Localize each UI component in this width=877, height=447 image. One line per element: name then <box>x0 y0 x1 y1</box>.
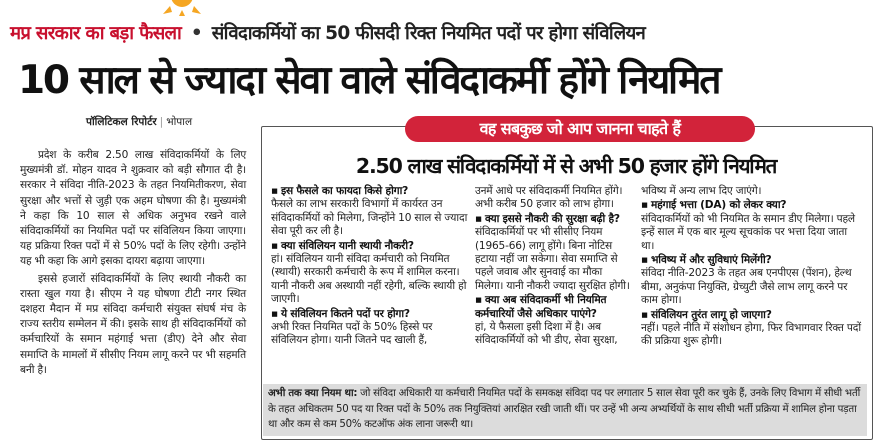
qa-question: ▪ महंगाई भत्ता (DA) को लेकर क्या? <box>641 199 863 212</box>
qa-question: ▪ इस फैसले का फायदा किसे होगा? <box>271 185 469 198</box>
qa-answer: हां, ये फैसला इसी दिशा में है। अब संविदाकर्मियों को भी डीए, सेवा सुरक्षा, <box>475 321 618 347</box>
qa-answer: फैसले का लाभ सरकारी विभागों में कार्यरत उन संविदाकर्मियों को मिलेगा, जिन्होंने 10 साल से ज्यादा सेवा पूरी कर ली है। <box>271 198 468 238</box>
qa-question: ▪ क्या अब संविदाकर्मी भी नियमित कर्मचारियों जैसे अधिकार पाएंगे? <box>475 294 633 321</box>
qa-question: ▪ क्या इससे नौकरी की सुरक्षा बढ़ी है? <box>475 213 633 226</box>
qa-column-1 <box>271 185 469 349</box>
qa-answer: अभी रिक्त नियमित पदों के 50% हिस्से पर संविलियन होगा। यानी जितने पद खाली हैं, <box>271 321 433 347</box>
kicker-bullet: • <box>190 23 203 44</box>
kicker-highlight: मप्र सरकार का बड़ा फैसला <box>10 23 182 44</box>
qa-answer: हां। संविलियन यानी संविदा कर्मचारी को नियमित (स्थायी) सरकारी कर्मचारी के रूप में शामिल करना। यानी नौकरी अब अस्थायी नहीं रहेगी, बल्कि स्थायी हो जाएगी। <box>271 253 467 306</box>
article-paragraph: प्रदेश के करीब 2.50 लाख संविदाकर्मियों के लिए मुख्यमंत्री डॉ. मोहन यादव ने शुक्रवार को बड़ी सौगात दी है। सरकार ने संविदा नीति-2023 के तहत नियमितीकरण, सेवा सुरक्षा और भत्तों से जुड़ी एक अहम घोषणा की है। मुख्यमंत्री ने कहा कि 10 साल से अधिक अनुभव रखने वाले संविदाकर्मियों का नियमित पदों पर संविलियन किया जाएगा। यह प्रक्रिया रिक्त पदों में से 50% पदों के लिए रहेगी। उन्होंने यह भी कहा कि आगे इसका दायरा बढ़ाया जाएगा। <box>20 149 246 268</box>
qa-question: ▪ संविलियन तुरंत लागू हो जाएगा? <box>641 309 863 322</box>
qa-answer: संविदाकर्मियों पर भी सीसीए नियम (1965-66) लागू होंगे। बिना नोटिस हटाया नहीं जा सकेगा। सेवा समाप्ति से पहले जवाब और सुनवाई का मौका मिलेगा। यानी नौकरी ज्यादा सुरक्षित होगी। <box>475 226 630 292</box>
qa-question: ▪ भविष्य में और सुविधाएं मिलेंगी? <box>641 254 863 267</box>
qa-answer: संविदाकर्मियों को भी नियमित के समान डीए मिलेगा। पहले इन्हें साल में एक बार मूल्य सूचकांक पर भत्ता दिया जाता था। <box>641 212 855 252</box>
explainer-banner: वह सबकुछ जो आप जानना चाहते हैं <box>405 116 755 142</box>
article-body <box>20 148 246 380</box>
article-paragraph: इससे हजारों संविदाकर्मियों के लिए स्थायी नौकरी का रास्ता खुल गया है। सीएम ने यह घोषणा टीटी नगर स्थित दशहरा मैदान में मप्र संविदा कर्मचारी संयुक्त संघर्ष मंच के राज्य स्तरीय सम्मेलन में की। इसके साथ ही संविदाकर्मियों को कर्मचारियों के समान महंगाई भत्ता (डीए) देने और सेवा समाप्ति के मामलों में सीसीए नियम लागू करने पर भी सहमति बनी है। <box>20 272 246 376</box>
qa-answer: संविदा नीति-2023 के तहत अब एनपीएस (पेंशन), हेल्थ बीमा, अनुकंपा नियुक्ति, ग्रेच्युटी जैसे लाभ लागू करने पर काम होगा। <box>641 267 852 307</box>
qa-column-3 <box>641 185 863 350</box>
headline: 10 साल से ज्यादा सेवा वाले संविदाकर्मी होंगे नियमित <box>18 58 720 103</box>
qa-question: ▪ ये संविलियन कितने पदों पर होगा? <box>271 308 469 321</box>
sun-decoration <box>150 0 214 16</box>
byline <box>86 115 192 129</box>
explainer-title: 2.50 लाख संविदाकर्मियों में से अभी 50 हजार होंगे नियमित <box>355 154 777 178</box>
qa-question: ▪ क्या संविलियन यानी स्थायी नौकरी? <box>271 240 469 253</box>
qa-answer: भविष्य में अन्य लाभ दिए जाएंगे। <box>641 185 762 197</box>
qa-answer: उनमें आधे पर संविदाकर्मी नियमित होंगे। अभी करीब 50 हजार को लाभ होगा। <box>475 185 623 211</box>
byline-city: भोपाल <box>166 116 193 128</box>
qa-column-2 <box>475 185 633 349</box>
byline-separator: | <box>159 116 164 128</box>
rule-note-text: जो संविदा अधिकारी या कर्मचारी नियमित पदों के समकक्ष संविदा पद पर लगातार 5 साल सेवा पूरी कर चुके हैं, उनके लिए विभाग में सीधी भर्ती के तहत अधिकतम 50 पद या रिक्त पदों के 50% तक नियुक्तियां आरक्षित रखी जाती थीं। पर उन्हें भी अन्य अभ्यर्थियों के साथ सीधी भर्ती प्रक्रिया में शामिल होना पड़ता था और कम से कम 50% कटऑफ अंक लाना जरूरी था। <box>268 388 861 430</box>
qa-answer: नहीं। पहले नीति में संशोधन होगा, फिर विभागवार रिक्त पदों की प्रक्रिया शुरू होगी। <box>641 322 861 348</box>
rule-note <box>268 386 866 433</box>
rule-note-lead: अभी तक क्या नियम था: <box>268 388 358 399</box>
byline-author: पॉलिटिकल रिपोर्टर <box>86 116 157 128</box>
kicker-text: संविदाकर्मियों का 50 फीसदी रिक्त नियमित पदों पर होगा संविलियन <box>211 23 646 44</box>
kicker-line <box>10 20 870 48</box>
